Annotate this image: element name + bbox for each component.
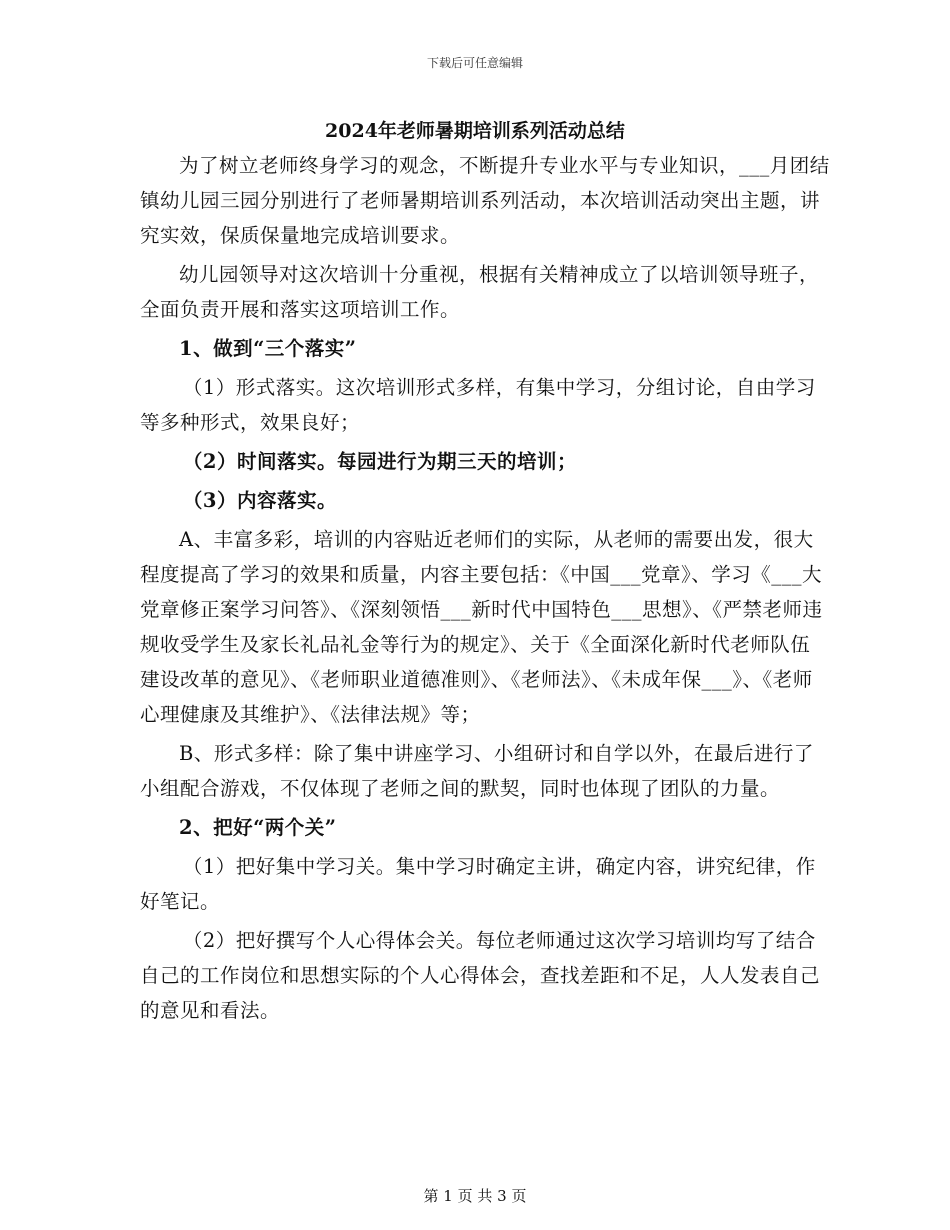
paragraph-reflection: （2）把好撰写个人心得体会关。每位老师通过这次学习培训均写了结合自己的工作岗位和思想实际的个人心得体会，查找差距和不足，人人发表自己的意见和看法。: [140, 929, 821, 1022]
document-body: [140, 148, 830, 1032]
paragraph-leadership: 幼儿园领导对这次培训十分重视，根据有关精神成立了以培训领导班子，全面负责开展和落实这项培训工作。: [140, 263, 820, 321]
page-footer: 第 1 页 共 3 页: [423, 1187, 527, 1205]
paragraph-content-a: A、丰富多彩，培训的内容贴近老师们的实际，从老师的需要出发，很大程度提高了学习的效果和质量，内容主要包括：《中国___党章》、学习《___大党章修正案学习问答》、《深刻领悟___新时代中国特色___思想》、《严禁老师违规收受学生及家长礼品礼金等行为的规定》、关于《全面深化新时代老师队伍建设改革的意见》、《老师职业道德准则》、《老师法》、《未成年保___》、《老师心理健康及其维护》、《法律法规》等；: [140, 528, 823, 726]
paragraph-form: （1）形式落实。这次培训形式多样，有集中学习，分组讨论，自由学习等多种形式，效果良好；: [140, 376, 816, 434]
header-note: 下载后可任意编辑: [426, 56, 523, 70]
document-title: 2024年老师暑期培训系列活动总结: [325, 120, 625, 142]
paragraph-study: （1）把好集中学习关。集中学习时确定主讲，确定内容，讲究纪律，作好笔记。: [140, 855, 816, 913]
section-heading-2: 2、把好“两个关”: [179, 816, 337, 839]
paragraph-time: （2）时间落实。每园进行为期三天的培训；: [182, 450, 577, 473]
paragraph-content-b: B、形式多样：除了集中讲座学习、小组研讨和自学以外，在最后进行了小组配合游戏，不仅体现了老师之间的默契，同时也体现了团队的力量。: [140, 742, 814, 800]
section-heading-1: 1、做到“三个落实”: [179, 337, 357, 360]
paragraph-content: （3）内容落实。: [182, 489, 337, 512]
paragraph-intro: 为了树立老师终身学习的观念，不断提升专业水平与专业知识，___月团结镇幼儿园三园分别进行了老师暑期培训系列活动，本次培训活动突出主题，讲究实效，保质保量地完成培训要求。: [140, 154, 830, 247]
